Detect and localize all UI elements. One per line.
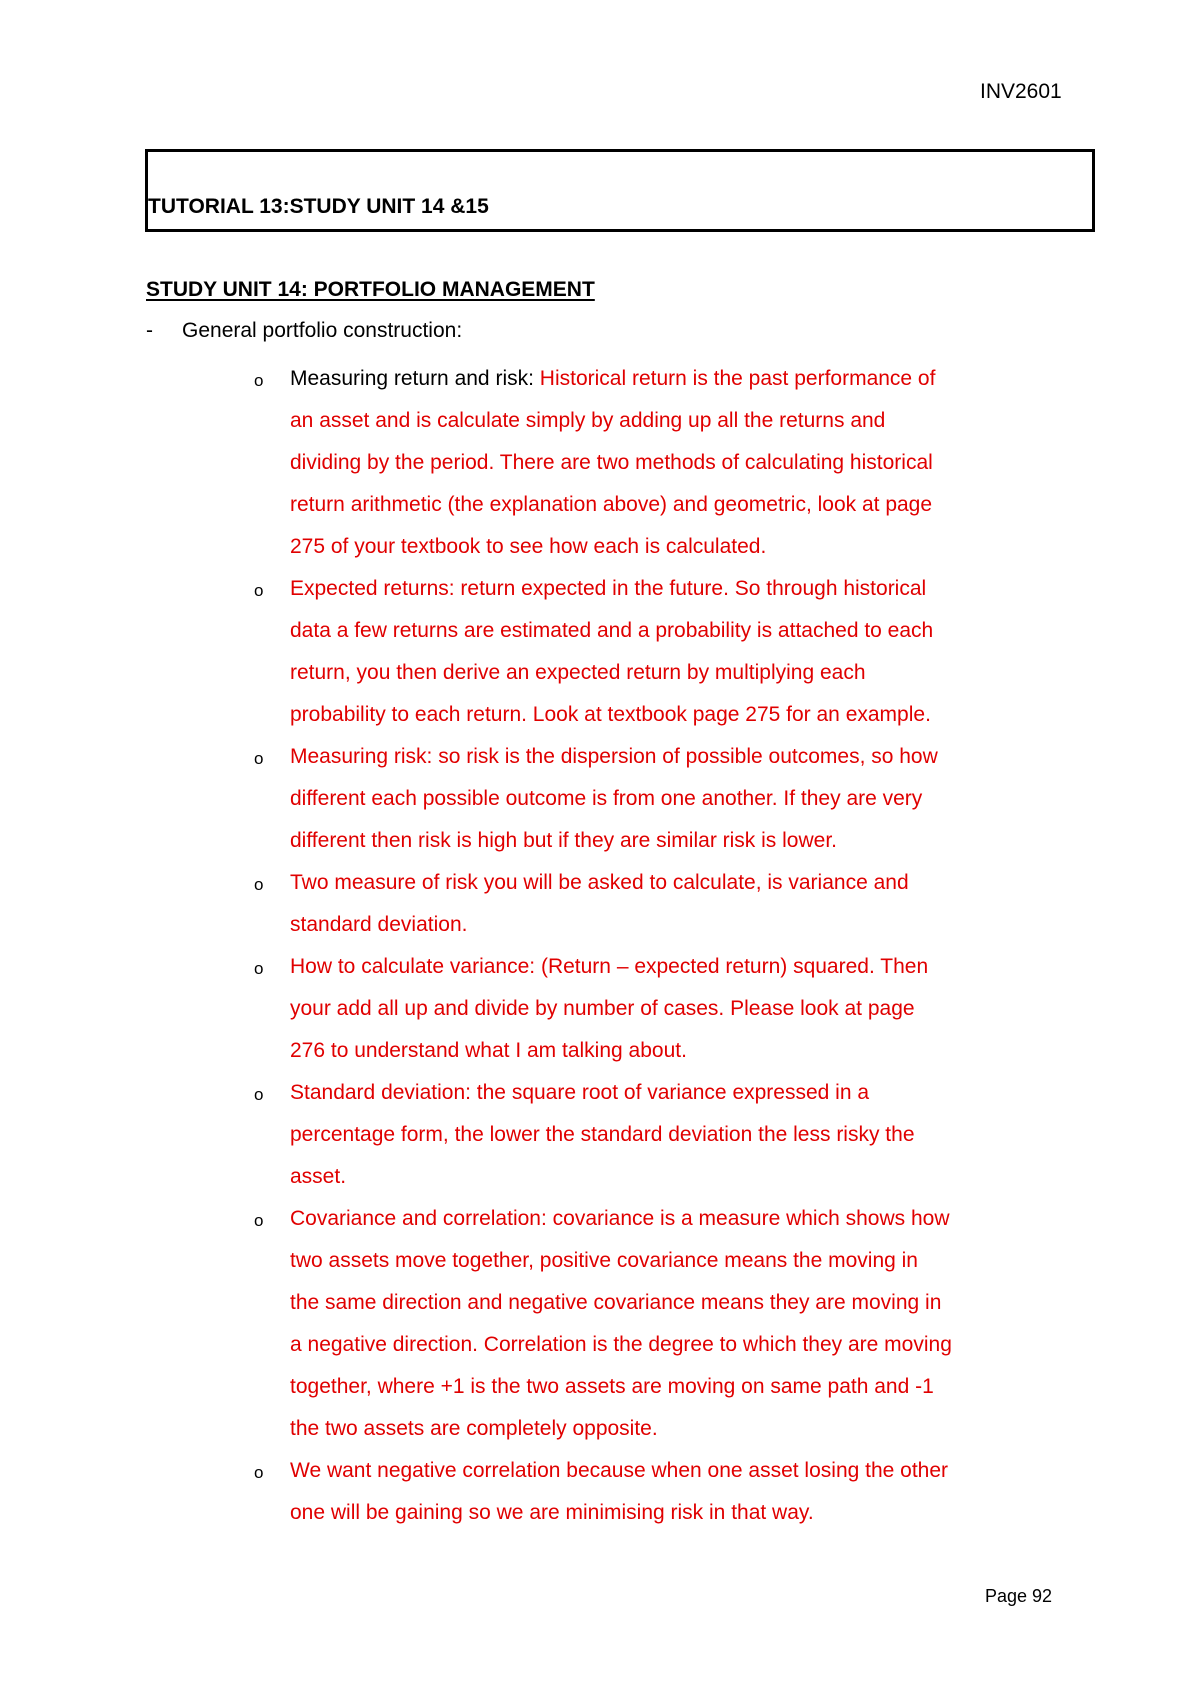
bullet-line: Expected returns: return expected in the future. So through historical [290,577,927,600]
list-item [254,1450,1070,1534]
bullet-marker: o [254,875,264,894]
bullet-line: asset. [290,1165,347,1188]
bullet-line: data a few returns are estimated and a probability is attached to each [290,619,934,642]
bullet-marker: o [254,959,264,978]
bullet-line: Two measure of risk you will be asked to calculate, is variance and [290,871,909,894]
tutorial-title: TUTORIAL 13:STUDY UNIT 14 &15 [148,195,489,218]
bullet-line: the same direction and negative covariance means they are moving in [290,1291,942,1314]
bullet-list [254,358,1070,1534]
bullet-line: the two assets are completely opposite. [290,1417,658,1440]
bullet-line: We want negative correlation because when one asset losing the other [290,1459,949,1482]
list-item [254,736,1070,862]
bullet-line: two assets move together, positive covariance means the moving in [290,1249,918,1272]
bullet-line: an asset and is calculate simply by adding up all the returns and [290,409,886,432]
bullet-marker: o [254,371,264,390]
bullet-line [290,358,1070,400]
bullet-line: different then risk is high but if they are similar risk is lower. [290,829,837,852]
bullet-line: return arithmetic (the explanation above) and geometric, look at page [290,493,933,516]
list-item [254,1072,1070,1198]
list-item [254,358,1070,568]
bullet-line: one will be gaining so we are minimising risk in that way. [290,1501,814,1524]
list-item [254,946,1070,1072]
bullet-marker: o [254,581,264,600]
section-heading: STUDY UNIT 14: PORTFOLIO MANAGEMENT [146,278,595,301]
bullet-line: Standard deviation: the square root of variance expressed in a [290,1081,870,1104]
list-item [254,568,1070,736]
bullet-marker: o [254,1211,264,1230]
dash-list-item [146,319,462,343]
bullet-line: different each possible outcome is from one another. If they are very [290,787,923,810]
list-item [254,1198,1070,1450]
bullet-marker: o [254,1463,264,1482]
subheading: General portfolio construction: [182,319,463,342]
bullet-line: standard deviation. [290,913,468,936]
bullet-marker: o [254,749,264,768]
bullet-label: Measuring return and risk: [290,367,540,390]
bullet-line: 276 to understand what I am talking about. [290,1039,687,1062]
bullet-line: How to calculate variance: (Return – expected return) squared. Then [290,955,929,978]
title-box [145,149,1095,232]
bullet-text: Historical return is the past performance of [539,367,936,390]
bullet-line: your add all up and divide by number of cases. Please look at page [290,997,915,1020]
dash-marker: - [146,319,153,342]
page-number: Page 92 [985,1586,1053,1606]
course-code: INV2601 [980,80,1062,103]
bullet-line: dividing by the period. There are two methods of calculating historical [290,451,933,474]
bullet-line: return, you then derive an expected return by multiplying each [290,661,866,684]
list-item [254,862,1070,946]
bullet-line: together, where +1 is the two assets are moving on same path and -1 [290,1375,934,1398]
bullet-line: Covariance and correlation: covariance is a measure which shows how [290,1207,950,1230]
bullet-line: Measuring risk: so risk is the dispersion of possible outcomes, so how [290,745,938,768]
bullet-line: a negative direction. Correlation is the degree to which they are moving [290,1333,952,1356]
bullet-line: 275 of your textbook to see how each is calculated. [290,535,767,558]
bullet-line: probability to each return. Look at textbook page 275 for an example. [290,703,931,726]
bullet-line: percentage form, the lower the standard deviation the less risky the [290,1123,915,1146]
bullet-marker: o [254,1085,264,1104]
